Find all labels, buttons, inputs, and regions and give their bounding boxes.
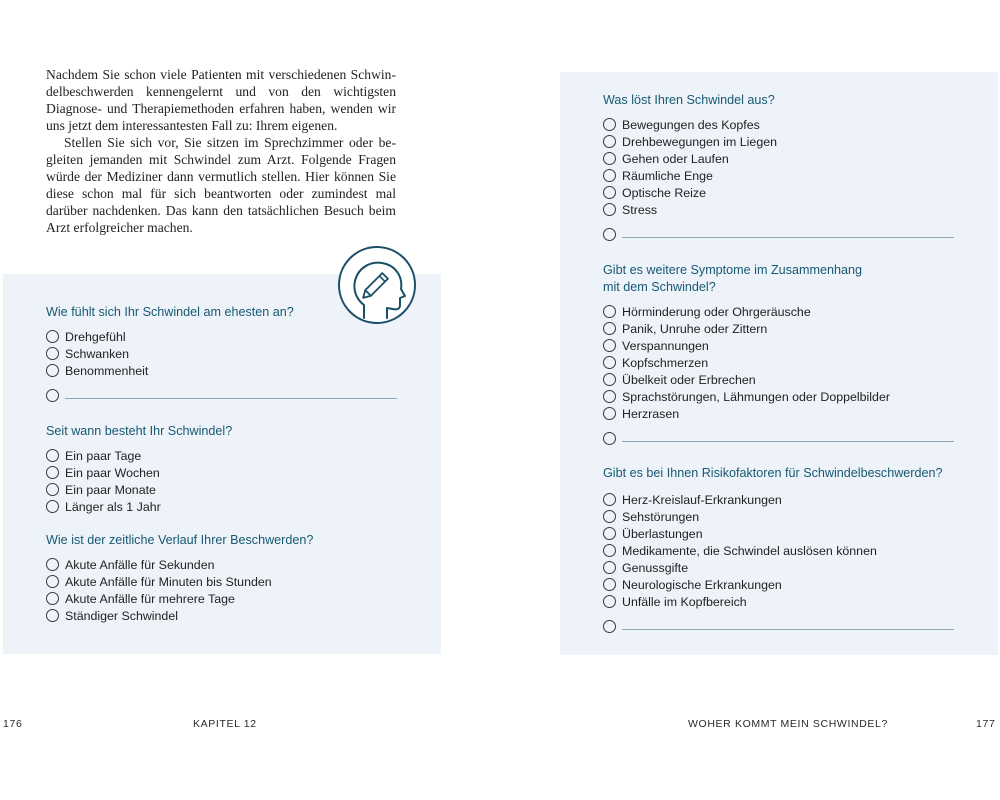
question-title: Seit wann besteht Ihr Schwindel? bbox=[46, 424, 233, 438]
radio-circle-icon[interactable] bbox=[603, 356, 616, 369]
option-raeumliche-enge[interactable]: Räumliche Enge bbox=[603, 167, 954, 184]
radio-circle-icon[interactable] bbox=[603, 152, 616, 165]
option-drehgefuehl[interactable]: Drehgefühl bbox=[46, 328, 397, 345]
question-schwindel-gefuehl bbox=[46, 304, 397, 404]
radio-circle-icon[interactable] bbox=[603, 390, 616, 403]
option-list bbox=[46, 447, 397, 515]
radio-circle-icon[interactable] bbox=[603, 135, 616, 148]
option-list bbox=[603, 303, 954, 422]
option-uebelkeit[interactable]: Übelkeit oder Erbrechen bbox=[603, 371, 954, 388]
radio-circle-icon[interactable] bbox=[46, 500, 59, 513]
page-number-right: 177 bbox=[976, 718, 996, 730]
question-title: Was löst Ihren Schwindel aus? bbox=[603, 93, 775, 107]
other-answer-line[interactable] bbox=[603, 618, 954, 635]
radio-circle-icon[interactable] bbox=[46, 483, 59, 496]
other-answer-line[interactable] bbox=[46, 387, 397, 404]
option-list bbox=[603, 491, 954, 610]
question-risikofaktoren bbox=[603, 465, 954, 635]
option-ein-paar-monate[interactable]: Ein paar Monate bbox=[46, 481, 397, 498]
running-head-right: WOHER KOMMT MEIN SCHWINDEL? bbox=[688, 718, 888, 730]
question-weitere-symptome bbox=[603, 262, 954, 447]
option-unfaelle-kopfbereich[interactable]: Unfälle im Kopfbereich bbox=[603, 593, 954, 610]
intro-text bbox=[46, 66, 396, 236]
radio-circle-icon[interactable] bbox=[46, 347, 59, 360]
radio-circle-icon[interactable] bbox=[46, 330, 59, 343]
option-list bbox=[46, 556, 397, 624]
option-ueberlastungen[interactable]: Überlastungen bbox=[603, 525, 954, 542]
radio-circle-icon[interactable] bbox=[603, 510, 616, 523]
option-staendiger-schwindel[interactable]: Ständiger Schwindel bbox=[46, 607, 397, 624]
option-mehrere-tage[interactable]: Akute Anfälle für mehrere Tage bbox=[46, 590, 397, 607]
radio-circle-icon[interactable] bbox=[46, 466, 59, 479]
option-ein-paar-tage[interactable]: Ein paar Tage bbox=[46, 447, 397, 464]
option-neurologische-erkrankungen[interactable]: Neurologische Erkrankungen bbox=[603, 576, 954, 593]
radio-circle-icon[interactable] bbox=[603, 228, 616, 241]
question-title: Gibt es weitere Symptome im Zusammenhang mit dem Schwindel? bbox=[603, 263, 862, 294]
radio-circle-icon[interactable] bbox=[603, 561, 616, 574]
question-seit-wann bbox=[46, 423, 397, 515]
option-bewegungen-kopf[interactable]: Bewegungen des Kopfes bbox=[603, 116, 954, 133]
option-schwanken[interactable]: Schwanken bbox=[46, 345, 397, 362]
question-title: Wie ist der zeitliche Verlauf Ihrer Beschwerden? bbox=[46, 533, 314, 547]
option-drehbewegungen-liegen[interactable]: Drehbewegungen im Liegen bbox=[603, 133, 954, 150]
radio-circle-icon[interactable] bbox=[603, 186, 616, 199]
radio-circle-icon[interactable] bbox=[46, 575, 59, 588]
option-optische-reize[interactable]: Optische Reize bbox=[603, 184, 954, 201]
radio-circle-icon[interactable] bbox=[603, 620, 616, 633]
write-in-line[interactable] bbox=[65, 398, 397, 399]
option-verspannungen[interactable]: Verspannungen bbox=[603, 337, 954, 354]
radio-circle-icon[interactable] bbox=[46, 449, 59, 462]
radio-circle-icon[interactable] bbox=[603, 339, 616, 352]
option-laenger-als-1-jahr[interactable]: Länger als 1 Jahr bbox=[46, 498, 397, 515]
question-zeitlicher-verlauf bbox=[46, 532, 397, 624]
option-genussgifte[interactable]: Genussgifte bbox=[603, 559, 954, 576]
option-herzrasen[interactable]: Herzrasen bbox=[603, 405, 954, 422]
running-head-left: KAPITEL 12 bbox=[193, 718, 257, 730]
question-ausloeser bbox=[603, 92, 954, 243]
option-minuten-bis-stunden[interactable]: Akute Anfälle für Minuten bis Stunden bbox=[46, 573, 397, 590]
option-ein-paar-wochen[interactable]: Ein paar Wochen bbox=[46, 464, 397, 481]
page-number-left: 176 bbox=[3, 718, 23, 730]
option-panik[interactable]: Panik, Unruhe oder Zittern bbox=[603, 320, 954, 337]
write-in-line[interactable] bbox=[622, 441, 954, 442]
option-list bbox=[603, 116, 954, 218]
radio-circle-icon[interactable] bbox=[46, 389, 59, 402]
other-answer-line[interactable] bbox=[603, 430, 954, 447]
radio-circle-icon[interactable] bbox=[603, 203, 616, 216]
radio-circle-icon[interactable] bbox=[603, 373, 616, 386]
radio-circle-icon[interactable] bbox=[603, 544, 616, 557]
radio-circle-icon[interactable] bbox=[603, 305, 616, 318]
option-stress[interactable]: Stress bbox=[603, 201, 954, 218]
option-sekunden[interactable]: Akute Anfälle für Sekunden bbox=[46, 556, 397, 573]
radio-circle-icon[interactable] bbox=[603, 169, 616, 182]
option-kopfschmerzen[interactable]: Kopfschmerzen bbox=[603, 354, 954, 371]
write-in-line[interactable] bbox=[622, 237, 954, 238]
radio-circle-icon[interactable] bbox=[603, 432, 616, 445]
option-sehstoerungen[interactable]: Sehstörungen bbox=[603, 508, 954, 525]
option-herz-kreislauf[interactable]: Herz-Kreislauf-Erkrankungen bbox=[603, 491, 954, 508]
write-in-line[interactable] bbox=[622, 629, 954, 630]
other-answer-line[interactable] bbox=[603, 226, 954, 243]
radio-circle-icon[interactable] bbox=[46, 592, 59, 605]
radio-circle-icon[interactable] bbox=[603, 118, 616, 131]
radio-circle-icon[interactable] bbox=[603, 578, 616, 591]
option-list bbox=[46, 328, 397, 379]
radio-circle-icon[interactable] bbox=[603, 595, 616, 608]
option-medikamente[interactable]: Medikamente, die Schwindel auslösen können bbox=[603, 542, 954, 559]
intro-paragraph-1: Nachdem Sie schon viele Patienten mit verschiedenen Schwindelbeschwerden kennengelernt und von den wichtigsten Diagnose- und Therapiemethoden erfahren haben, wenden wir uns jetzt dem interessantesten Fall zu: Ihrem eigenen. bbox=[46, 67, 396, 133]
radio-circle-icon[interactable] bbox=[603, 322, 616, 335]
radio-circle-icon[interactable] bbox=[603, 493, 616, 506]
option-benommenheit[interactable]: Benommenheit bbox=[46, 362, 397, 379]
option-sprachstoerungen[interactable]: Sprachstörungen, Lähmungen oder Doppelbilder bbox=[603, 388, 954, 405]
radio-circle-icon[interactable] bbox=[603, 527, 616, 540]
question-title: Gibt es bei Ihnen Risikofaktoren für Schwindelbeschwerden? bbox=[603, 466, 943, 480]
intro-paragraph-2: Stellen Sie sich vor, Sie sitzen im Sprechzimmer oder begleiten jemanden mit Schwindel zum Arzt. Folgende Fragen würde der Mediziner dann vermutlich stellen. Hier können Sie diese schon mal für sich beantworten oder zumindest mal darüber nachdenken. Das kann den tatsächlichen Besuch beim Arzt erfolgreicher machen. bbox=[46, 135, 396, 235]
radio-circle-icon[interactable] bbox=[46, 558, 59, 571]
option-gehen-laufen[interactable]: Gehen oder Laufen bbox=[603, 150, 954, 167]
question-title: Wie fühlt sich Ihr Schwindel am ehesten an? bbox=[46, 305, 294, 319]
radio-circle-icon[interactable] bbox=[46, 609, 59, 622]
radio-circle-icon[interactable] bbox=[46, 364, 59, 377]
radio-circle-icon[interactable] bbox=[603, 407, 616, 420]
option-hoerminderung[interactable]: Hörminderung oder Ohrgeräusche bbox=[603, 303, 954, 320]
